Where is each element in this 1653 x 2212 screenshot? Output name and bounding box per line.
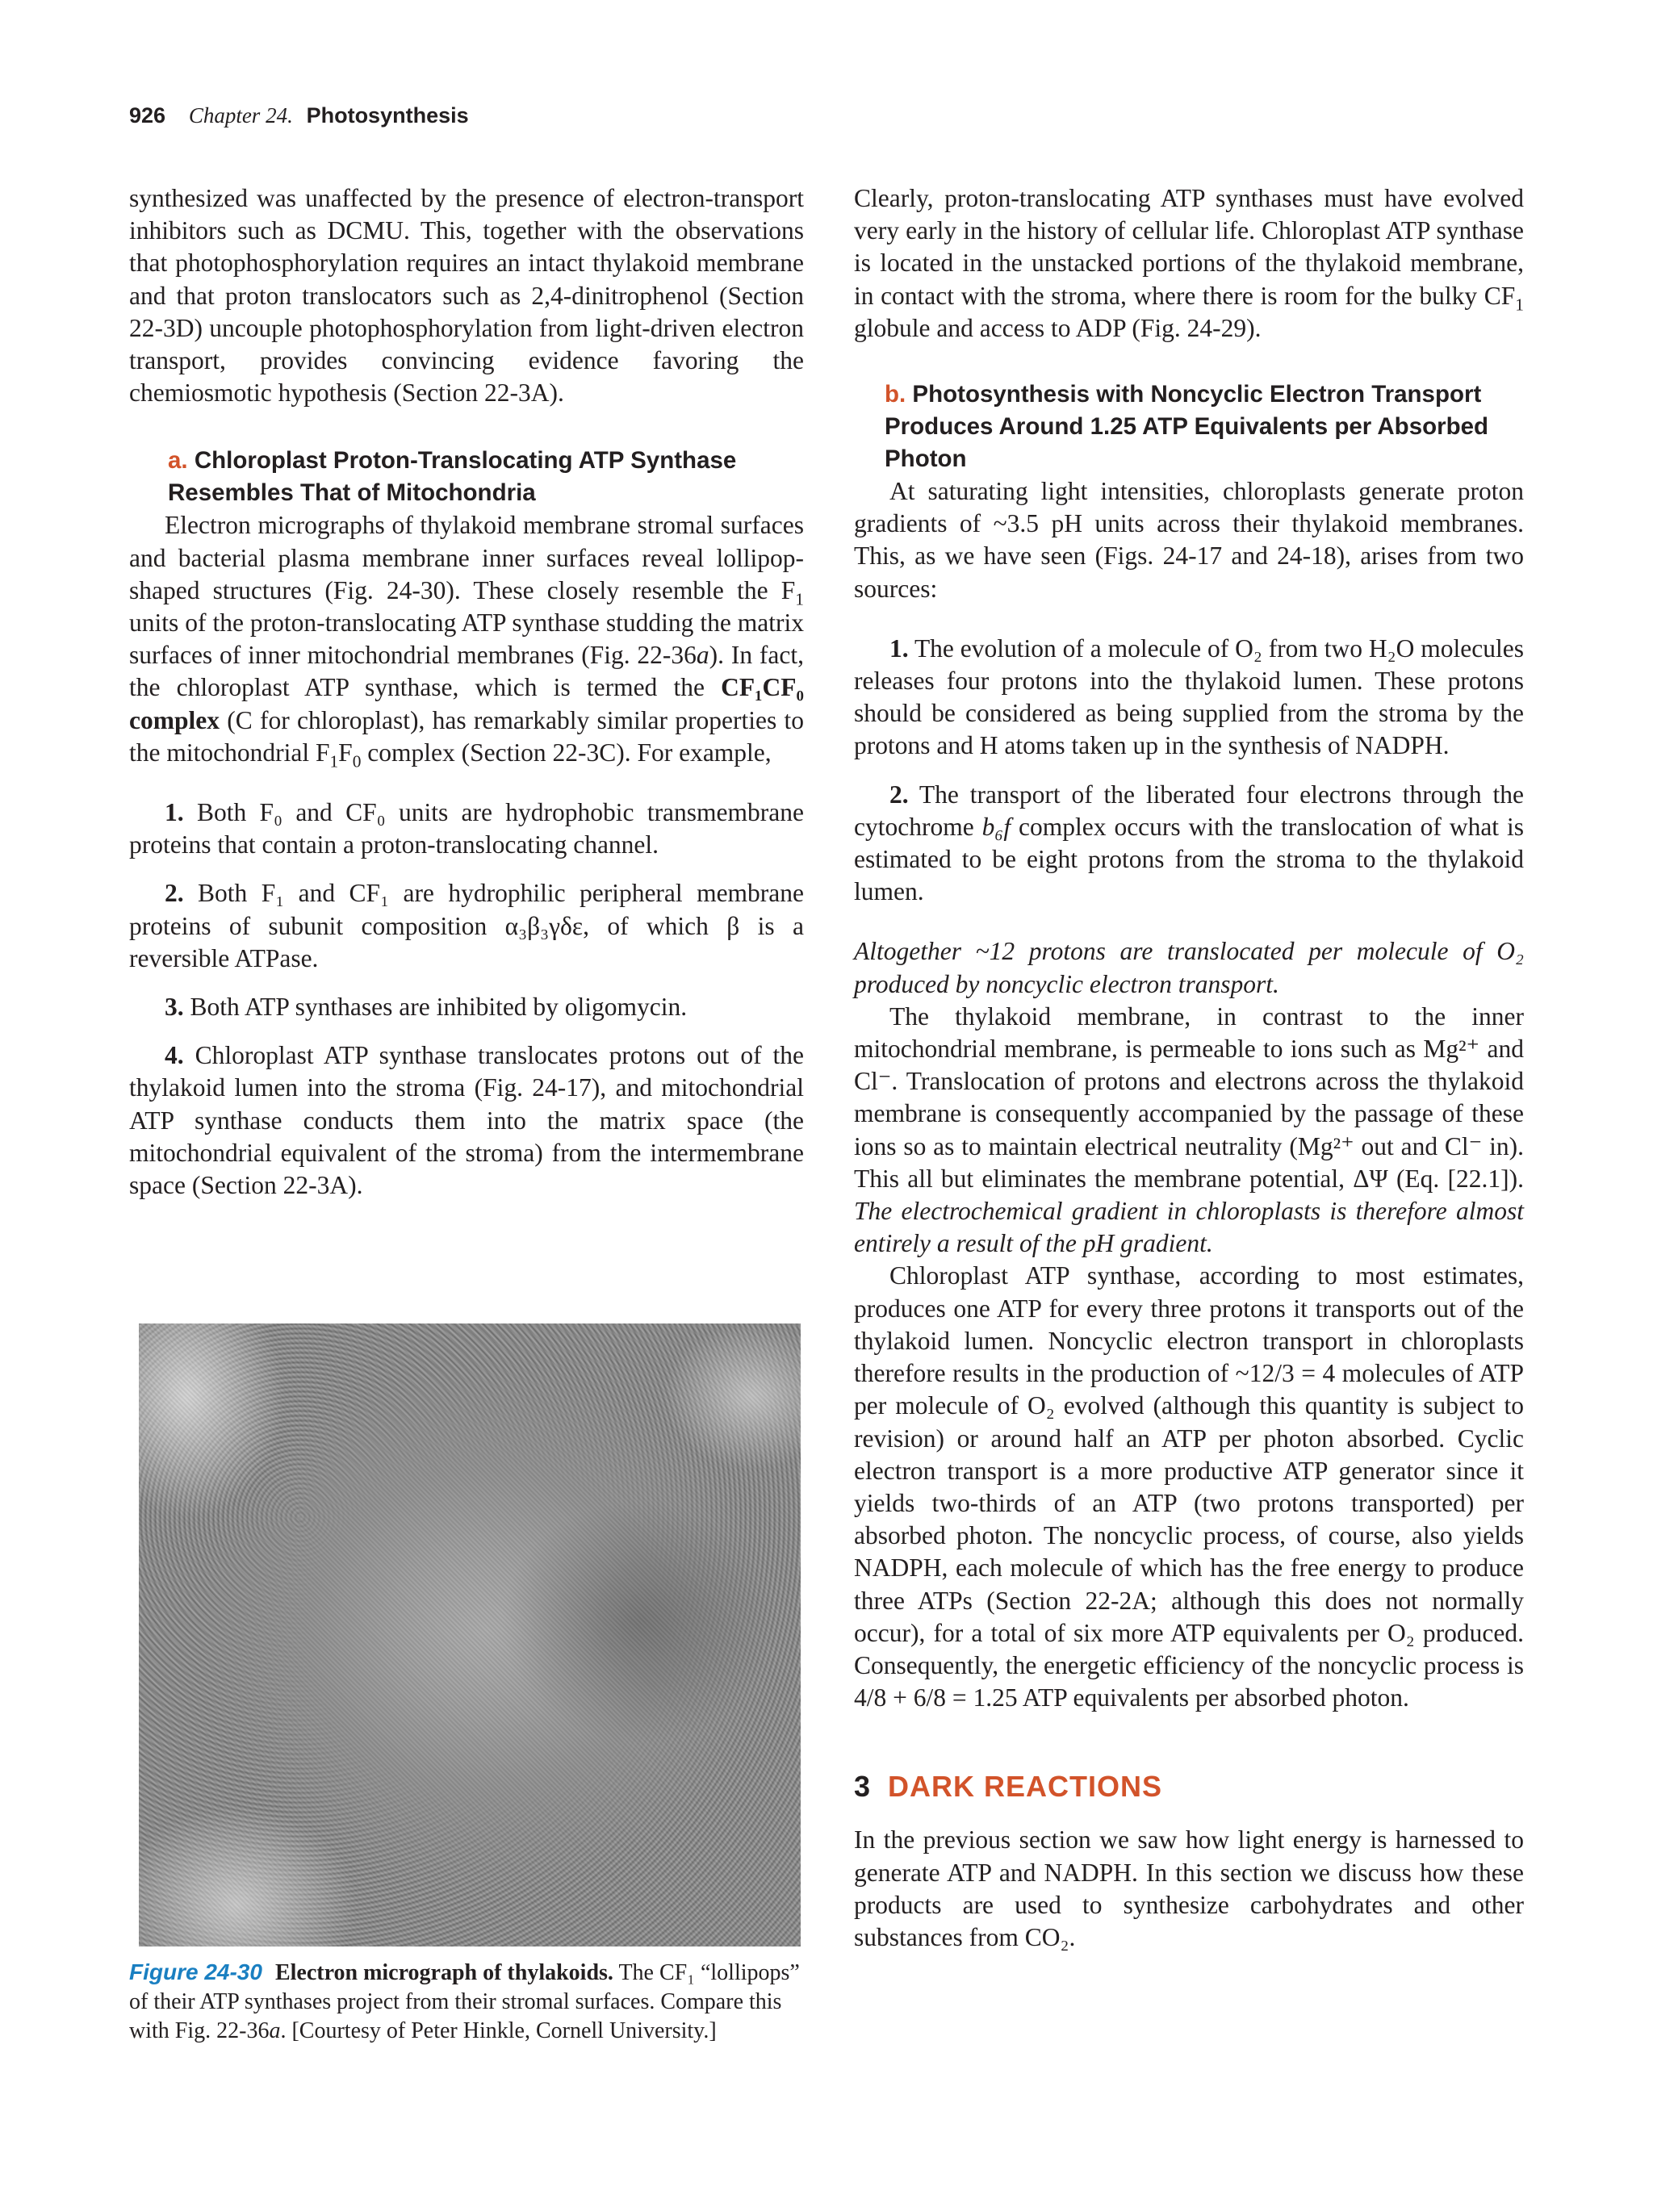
section-heading-a [129,445,804,509]
section-title: Chloroplast Proton-Translocating ATP Synthase Resembles That of Mitochondria [168,447,737,507]
list-item: 2. Both F₁ and CF₁ are hydrophilic peripheral membrane proteins of subunit composition α₃β₃γδε, of which β is a reversible ATPase. [129,879,805,972]
list-item: 4. Chloroplast ATP synthase translocates protons out of the thylakoid lumen into the stroma (Fig. 24-17), and mitochondrial ATP synthase conducts them into the matrix space (the mitochondrial equivalent of the stroma) from the intermembrane space (Section 22-3A). [129,1041,804,1200]
section-letter: a. [168,447,188,475]
chapter-title: Photosynthesis [306,103,469,128]
section-heading-b [854,378,1524,475]
page-number: 926 [129,103,166,128]
running-head [129,103,469,128]
list-item: 2. The transport of the liberated four electrons through the cytochrome b₆f complex occurs with the translocation of what is estimated to be eight protons from the stroma to the thylakoid lumen. [854,780,1525,906]
paragraph: Chloroplast ATP synthase, according to most estimates, produces one ATP for every three protons it transports out of the thylakoid lumen. Noncyclic electron transport in chloroplasts therefore results in the production of ~12/3 = 4 molecules of ATP per molecule of O₂ evolved (although this quantity is subject to revision) or around half an ATP per photon absorbed. Cyclic electron transport is a more productive ATP generator since it yields two-thirds of an ATP (two protons transported) per absorbed photon. The noncyclic process, of course, also yields NADPH, each molecule of which has the free energy to produce three ATPs (Section 22-2A; although this does not normally occur), for a total of six more ATP equivalents per O₂ produced. Consequently, the energetic efficiency of the noncyclic process is 4/8 + 6/8 = 1.25 ATP equivalents per absorbed photon. [854,1261,1524,1712]
figure-caption: Figure 24-30 Electron micrograph of thylakoids. The CF₁ “lollipops” of their ATP synthases project from their stromal surfaces. Compare this with Fig. 22-36a. [Courtesy of Peter Hinkle, Cornell University.] [129,1959,800,2043]
major-section-title: DARK REACTIONS [888,1770,1163,1804]
section-letter: b. [885,381,906,408]
list-item: 3. Both ATP synthases are inhibited by oligomycin. [165,993,688,1022]
term-cf1cf0: CF₁CF₀ complex [129,673,804,734]
major-section-number: 3 [854,1770,871,1804]
list-item: 1. Both F₀ and CF₀ units are hydrophobic transmembrane proteins that contain a proton-translocating channel. [129,798,804,859]
list-item: 1. The evolution of a molecule of O₂ from two H₂O molecules releases four protons into the thylakoid lumen. These protons should be considered as being supplied from the stroma by the protons and H atoms taken up in the synthesis of NADPH. [854,633,1524,760]
paragraph: synthesized was unaffected by the presence of electron-transport inhibitors such as DCMU. This, together with the observations that photophosphorylation requires an intact thylakoid membrane and that proton translocators such as 2,4-dinitrophenol (Section 22-3D) uncouple photophosphorylation from light-driven electron transport, provides convincing evidence favoring the chemiosmotic hypothesis (Section 22-3A). [129,184,804,408]
paragraph: At saturating light intensities, chloroplasts generate proton gradients of ~3.5 pH units across their thylakoid membranes. This, as we have seen (Figs. 24-17 and 24-18), arises from two sources: [854,477,1524,603]
paragraph: Electron micrographs of thylakoid membrane stromal surfaces and bacterial plasma membrane inner surfaces reveal lollipop-shaped structures (Fig. 24-30). These closely resemble the $F_1$ units of the proton-translocating ATP synthase studding the matrix surfaces of inner mitochondrial membranes (Fig. 22-36a). In fact, the chloroplast ATP synthase, which is termed the CF₁CF₀ complex (C for chloroplast), has remarkably similar properties to the mitochondrial $F_1F_0$ complex (Section 22-3C). For example, [129,511,804,771]
paragraph: The thylakoid membrane, in contrast to the inner mitochondrial membrane, is permeable to ions such as Mg²⁺ and Cl⁻. Translocation of protons and electrons across the thylakoid membrane is consequently accompanied by the passage of these ions so as to maintain electrical neutrality (Mg²⁺ out and Cl⁻ in). This all but eliminates the membrane potential, ΔΨ (Eq. [22.1]). The electrochemical gradient in chloroplasts is therefore almost entirely a result of the pH gradient. [854,1001,1524,1258]
paragraph: Clearly, proton-translocating ATP synthases must have evolved very early in the history of cellular life. Chloroplast ATP synthase is located in the unstacked portions of the thylakoid membrane, in contact with the stroma, where there is room for the bulky $CF_1$ globule and access to ADP (Fig. 24-29). [854,184,1524,342]
paragraph: In the previous section we saw how light energy is harnessed to generate ATP and NADPH. In this section we discuss how these products are used to synthesize carbohydrates and other substances from CO₂. [854,1825,1524,1951]
right-column [854,182,1524,1954]
section-title: Photosynthesis with Noncyclic Electron Transport Produces Around 1.25 ATP Equivalents per Absorbed Photon [885,381,1489,473]
italic-statement: Altogether ~12 protons are translocated per molecule of O₂ produced by noncyclic electron transport. [854,937,1524,998]
electron-micrograph-image [139,1323,801,1946]
figure-label: Figure 24-30 [129,1959,262,1984]
figure-title: Electron micrograph of thylakoids. [274,1960,613,1985]
left-column [129,182,804,1202]
chapter-label: Chapter 24. [188,103,293,128]
major-section-heading [854,1771,1524,1803]
